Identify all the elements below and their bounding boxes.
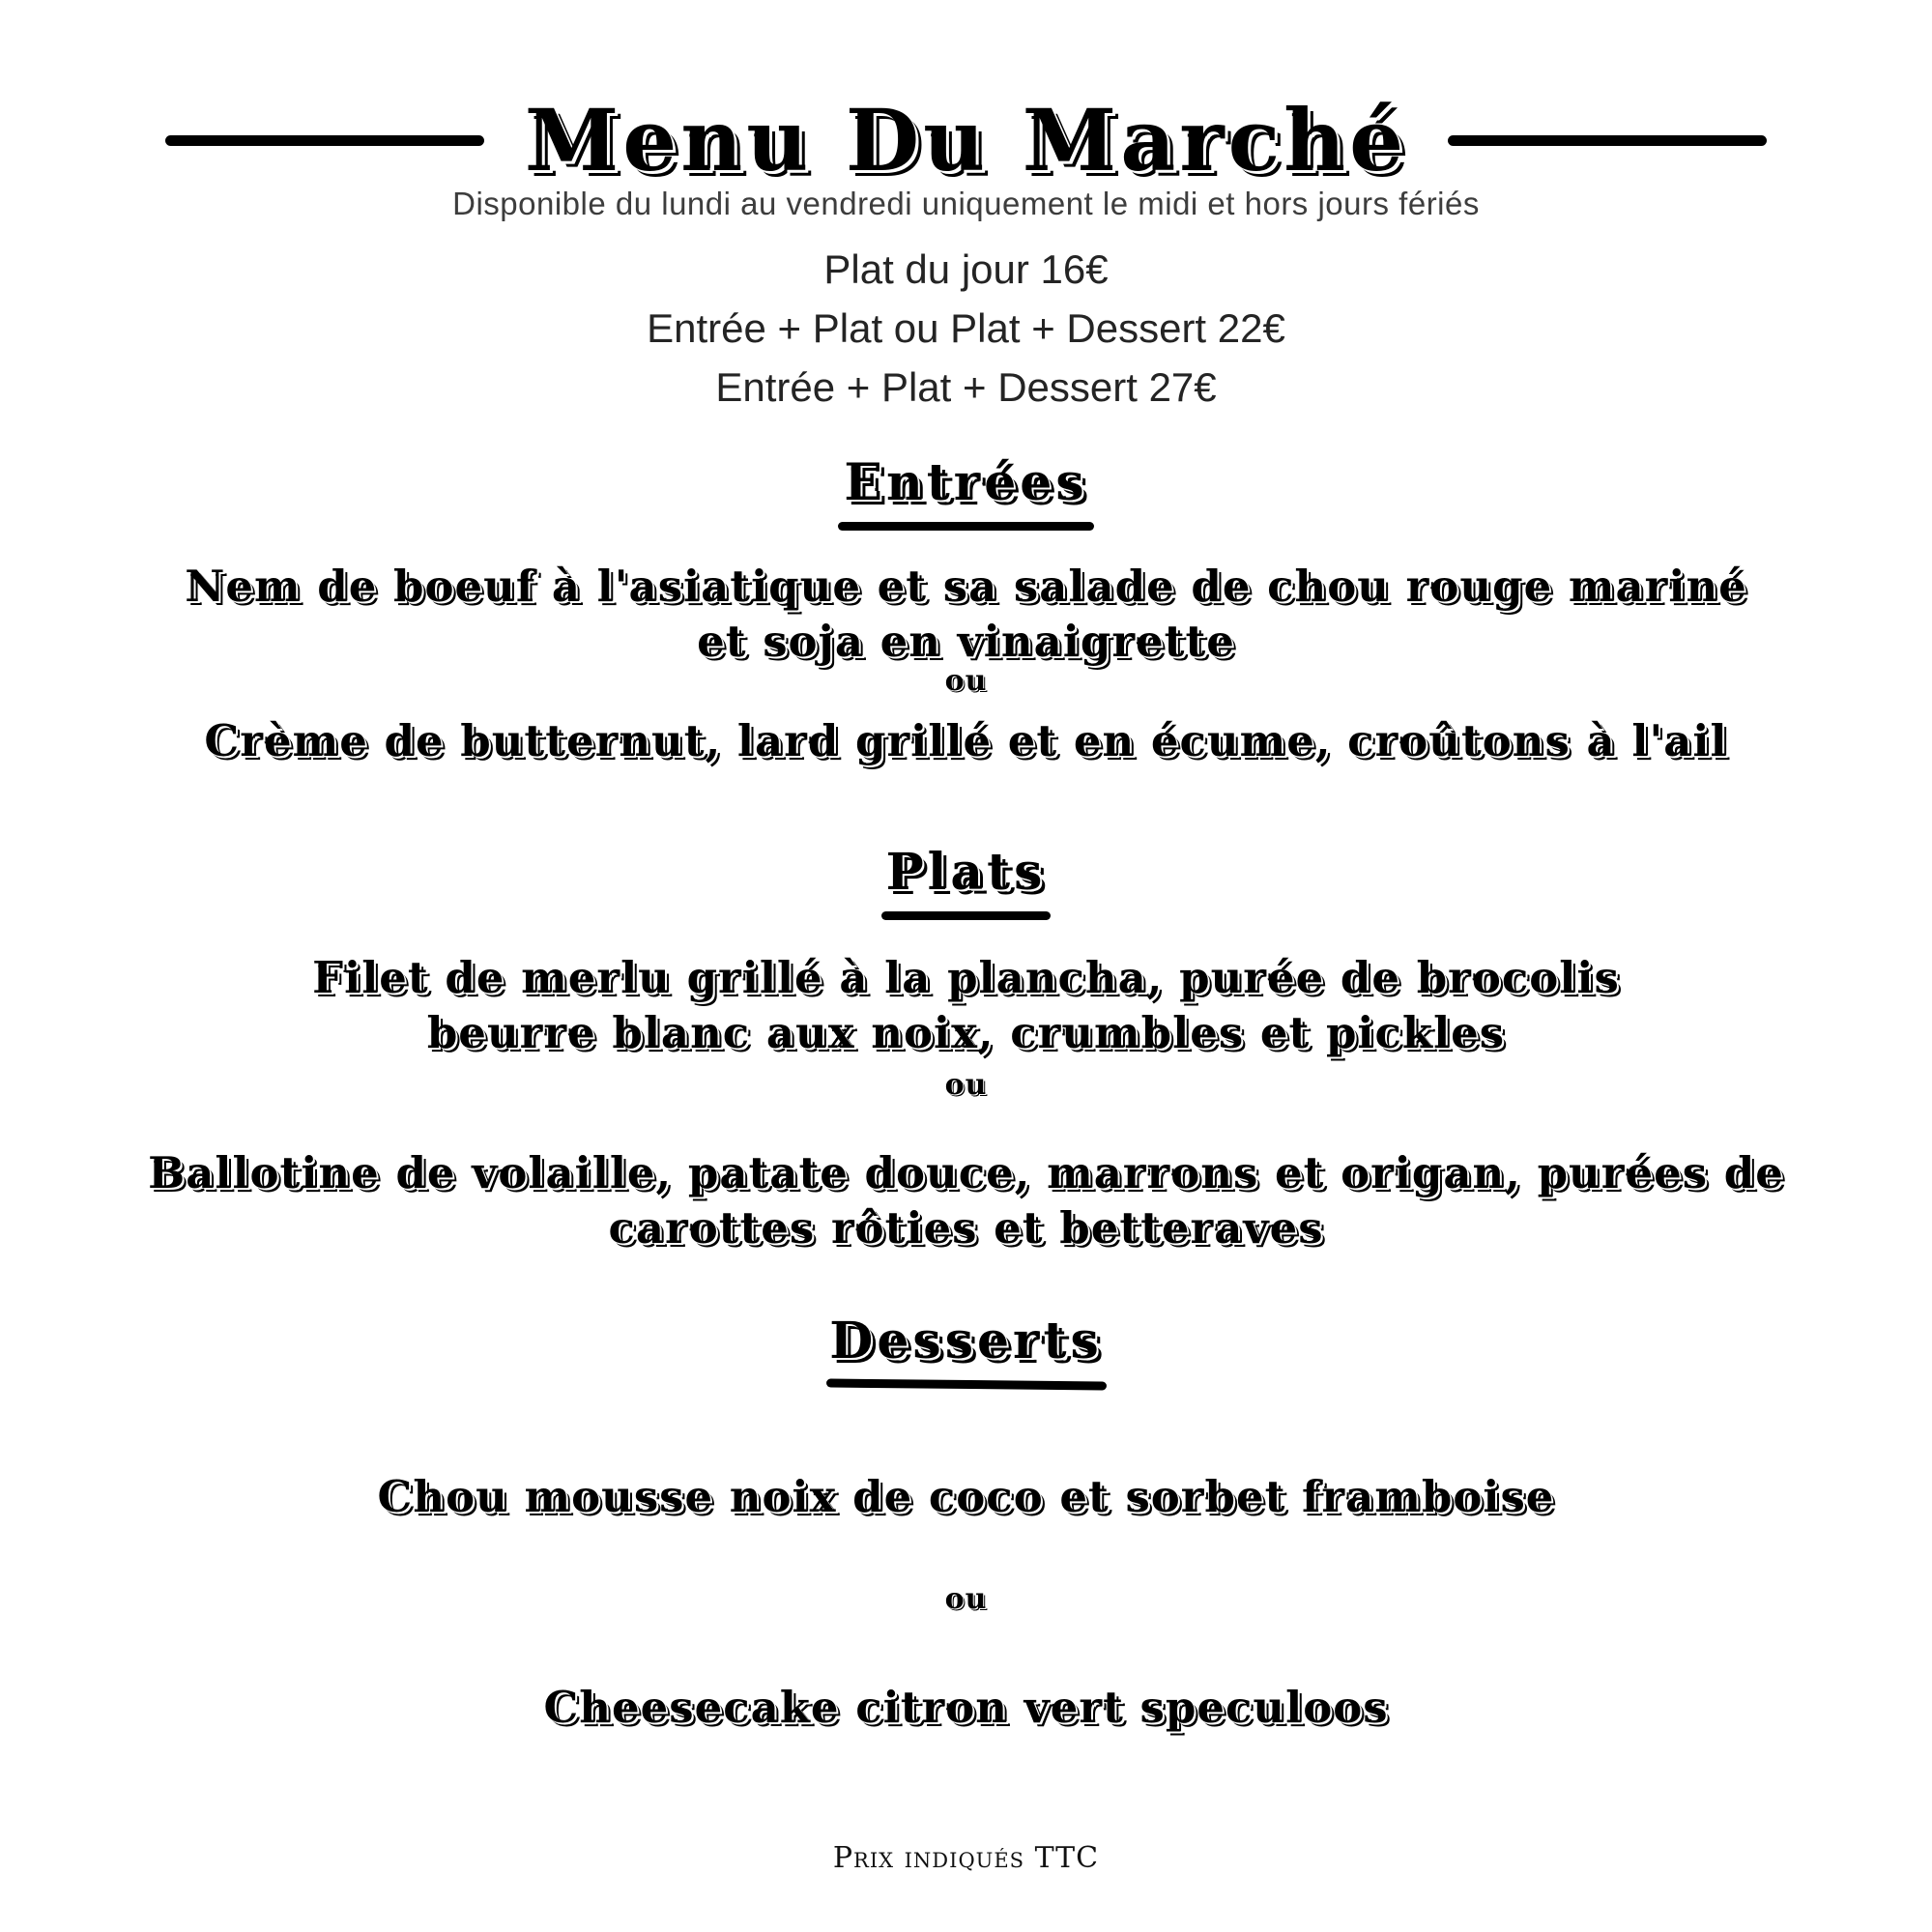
price-line-plat-du-jour: Plat du jour 16€ [823, 246, 1109, 292]
section-heading-label: Entrées [844, 453, 1088, 512]
menu-item-entree-1 [0, 559, 1932, 669]
menu-item-dessert-2 [0, 1680, 1932, 1735]
price-list [0, 240, 1932, 417]
menu-item-line: Nem de boeuf à l'asiatique et sa salade de chou rouge mariné [185, 561, 1747, 612]
price-line-two-courses: Entrée + Plat ou Plat + Dessert 22€ [647, 305, 1285, 351]
right-rule [1448, 135, 1767, 146]
or-separator: ou [944, 664, 988, 698]
menu-item-entree-2 [0, 713, 1932, 768]
footer-note: Prix indiqués TTC [832, 1841, 1100, 1875]
section-heading-desserts [0, 1312, 1932, 1389]
left-rule [165, 135, 484, 146]
menu-item-plat-2 [0, 1145, 1932, 1255]
or-separator: ou [944, 1582, 988, 1616]
menu-item-line: Crème de butternut, lard grillé et en écume, croûtons à l'ail [204, 715, 1728, 766]
menu-item-line: Filet de merlu grillé à la plancha, purée de brocolis [312, 952, 1620, 1003]
menu-item-line: et soja en vinaigrette [697, 616, 1235, 667]
section-heading-label: Plats [885, 843, 1047, 902]
title-row [0, 92, 1932, 188]
menu-item-line: beurre blanc aux noix, crumbles et pickles [426, 1007, 1506, 1058]
menu-item-plat-1 [0, 950, 1932, 1060]
heading-underline [881, 911, 1051, 920]
heading-underline [825, 1378, 1106, 1390]
page-title: Menu Du Marché [524, 90, 1408, 190]
menu-item-line: Ballotine de volaille, patate douce, marrons et origan, purées de [148, 1147, 1784, 1198]
menu-item-line: Chou mousse noix de coco et sorbet framboise [377, 1471, 1555, 1522]
section-heading-label: Desserts [829, 1312, 1103, 1370]
menu-item-dessert-1 [0, 1469, 1932, 1524]
menu-item-line: carottes rôties et betteraves [608, 1202, 1324, 1254]
section-heading-plats [0, 844, 1932, 920]
availability-note: Disponible du lundi au vendredi uniquement le midi et hors jours fériés [452, 186, 1480, 221]
heading-underline [838, 522, 1094, 531]
menu-item-line: Cheesecake citron vert speculoos [543, 1682, 1389, 1733]
section-heading-entrees [0, 454, 1932, 531]
or-separator: ou [944, 1068, 988, 1102]
price-line-three-courses: Entrée + Plat + Dessert 27€ [715, 364, 1217, 410]
